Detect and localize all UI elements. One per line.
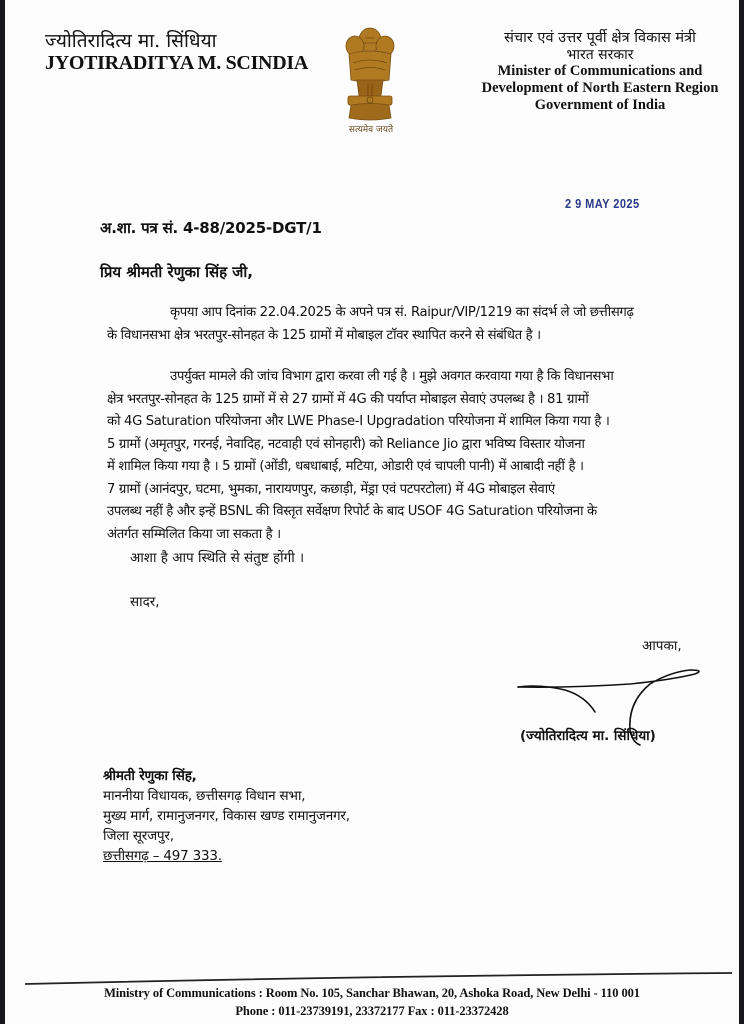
- regards-line: सादर,: [130, 594, 160, 610]
- paragraph-line: क्षेत्र भरतपुर-सोनहत के 125 ग्रामों में से 27 ग्रामों में 4G की पर्याप्त मोबाइल सेवाएं उपलब्ध है । 81 ग्रामों: [107, 391, 589, 407]
- paragraph-line: उपलब्ध नहीं है और इन्हें BSNL की विस्तृत सर्वेक्षण रिपोर्ट के बाद USOF 4G Saturation परियोजना के: [107, 504, 597, 519]
- paragraph-line: के विधानसभा क्षेत्र भरतपुर-सोनहत के 125 ग्रामों में मोबाइल टॉवर स्थापित करने से संबंधित है ।: [107, 327, 541, 343]
- recipient-name: श्रीमती रेणुका सिंह,: [103, 768, 197, 784]
- salutation: प्रिय श्रीमती रेणुका सिंह जी,: [100, 263, 254, 281]
- footer-contact: Phone : 011-23739191, 23372177 Fax : 011-23372428: [235, 1004, 509, 1018]
- emblem-motto: सत्यमेव जयते: [348, 125, 394, 135]
- paragraph-line: में शामिल किया गया है । 5 ग्रामों (ओंडी, धबधाबाई, मटिया, ओडारी एवं चापली पानी) में आबादी नहीं है ।: [107, 459, 584, 474]
- date-stamp: 2 9 MAY 2025: [565, 196, 640, 211]
- closing-line: आशा है आप स्थिति से संतुष्ट होंगी ।: [130, 550, 305, 566]
- recipient-address-line: मुख्य मार्ग, रामानुजनगर, विकास खण्ड रामानुजनगर,: [103, 808, 350, 824]
- government-hindi: भारत सरकार: [566, 47, 634, 63]
- paragraph-line: कृपया आप दिनांक 22.04.2025 के अपने पत्र सं. Raipur/VIP/1219 का संदर्भ ले जो छत्तीसगढ़: [170, 305, 634, 320]
- letter-page: [5, 0, 739, 1024]
- minister-name-hindi: ज्योतिरादित्य मा. सिंधिया: [45, 30, 217, 52]
- letterhead-name-block: [45, 30, 308, 74]
- paragraph-line: 5 ग्रामों (अमृतपुर, गरनई, नेवादिह, नटवाही एवं सोनहारी) को Reliance Jio द्वारा भविष्य विस्तार योजना: [107, 436, 585, 452]
- body-paragraph-1: [107, 302, 719, 347]
- yours-sincerely: आपका,: [642, 638, 682, 654]
- recipient-address-line: जिला सूरजपुर,: [103, 828, 174, 844]
- minister-name-english: JYOTIRADITYA M. SCINDIA: [45, 52, 308, 74]
- designation-english-line-1: Minister of Communications and: [497, 63, 703, 79]
- designation-hindi: संचार एवं उत्तर पूर्वी क्षेत्र विकास मंत्री: [504, 30, 696, 46]
- government-english: Government of India: [534, 97, 666, 113]
- letter-reference-number: अ.शा. पत्र सं. 4-88/2025-DGT/1: [100, 219, 322, 237]
- paragraph-line: को 4G Saturation परियोजना और LWE Phase-I Upgradation परियोजना में शामिल किया गया है ।: [107, 414, 610, 429]
- state-emblem-of-india-icon: [335, 18, 405, 136]
- footer-address: Ministry of Communications : Room No. 105, Sanchar Bhawan, 20, Ashoka Road, New Delhi - 110 001: [104, 986, 640, 1000]
- signatory-name: (ज्योतिरादित्य मा. सिंधिया): [520, 728, 656, 744]
- body-paragraph-2: [107, 366, 719, 546]
- designation-english-line-2: Development of North Eastern Region: [481, 80, 719, 96]
- paragraph-line: उपर्युक्त मामले की जांच विभाग द्वारा करवा ली गई है । मुझे अवगत करवाया गया है कि विधानसभा: [170, 369, 614, 384]
- recipient-state-pin: छत्तीसगढ़ – 497 333.: [103, 848, 222, 864]
- recipient-address: [103, 766, 350, 866]
- paragraph-line: अंतर्गत सम्मिलित किया जा सकता है ।: [107, 526, 281, 542]
- letterhead-designation-block: [455, 30, 744, 114]
- recipient-address-line: माननीया विधायक, छत्तीसगढ़ विधान सभा,: [103, 788, 306, 804]
- paragraph-line: 7 ग्रामों (आनंदपुर, घटमा, भुमका, नारायणपुर, कछाड़ी, मेंड्रा एवं पटपरटोला) में 4G मोबाइल सेवाएं: [107, 481, 555, 497]
